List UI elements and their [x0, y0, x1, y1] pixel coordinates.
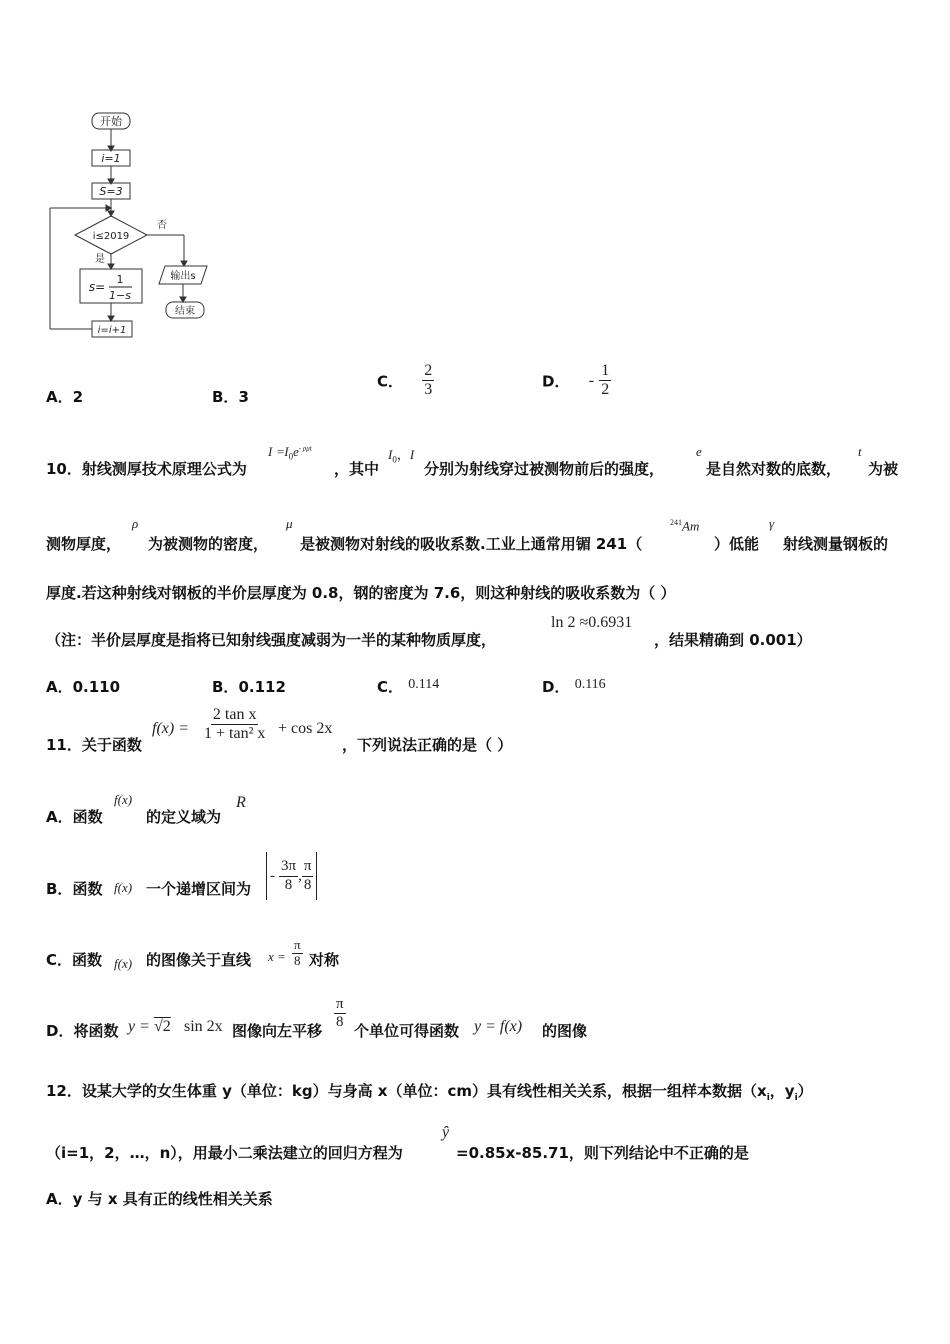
- q11-stem: [46, 706, 906, 756]
- q12-text-1b: ，y: [769, 1082, 795, 1100]
- q11-f-fraction: [202, 706, 267, 744]
- q11-c-text-2: 的图像关于直线: [146, 951, 252, 969]
- q10-d-value: 0.116: [574, 677, 606, 692]
- q11-c-d: 8: [294, 952, 301, 968]
- q10-text-9: ）低能: [714, 535, 760, 553]
- q10-text-5: 为被: [868, 460, 899, 478]
- flow-increment-text: i=i+1: [97, 325, 127, 336]
- q10-sym-t: t: [858, 444, 862, 459]
- q12-sub-2: i: [794, 1093, 798, 1103]
- q11-d-d: 8: [336, 1014, 344, 1031]
- q11-f-num: 2 tan x: [211, 706, 259, 725]
- q10-sym-I0: I: [388, 447, 393, 462]
- q12-line-2: [46, 1124, 906, 1164]
- q10-formula-I0-sub: 0: [288, 451, 294, 462]
- q11-a-text-1: 函数: [72, 808, 103, 826]
- q11-c-frac: [292, 938, 303, 969]
- q10-note-1: （注：半价层厚度是指将已知射线强度减弱为一半的某种物质厚度，: [46, 631, 497, 649]
- q9-d-fraction: [599, 362, 611, 400]
- q10-am-text: Am: [682, 518, 700, 534]
- q9-b-label: B．: [212, 388, 239, 406]
- q9-d-den: 2: [601, 381, 610, 399]
- q10-note-2: ，结果精确到 0.001）: [654, 631, 812, 649]
- flow-condition-text: i≤2019: [92, 231, 130, 242]
- q9-d-label: D．: [542, 372, 570, 391]
- q10-b-value: 0.112: [238, 678, 286, 696]
- q10-text-10: 射线测量钢板的: [783, 535, 889, 553]
- q9-d-num: 1: [599, 362, 611, 381]
- q10-option-c: [377, 676, 439, 697]
- q10-text-6: 测物厚度，: [46, 535, 122, 553]
- flow-start-text: 开始: [100, 115, 122, 128]
- q11-c-label: C．: [46, 951, 73, 969]
- q10-sym-gamma: γ: [769, 516, 775, 531]
- q9-c-den: 3: [424, 381, 433, 399]
- q11-option-a: [46, 790, 446, 830]
- q9-a-label: A．: [46, 388, 73, 406]
- q10-am: [670, 518, 699, 534]
- q11-b-frac-1: [279, 858, 298, 894]
- q12-sub-1: i: [766, 1093, 770, 1103]
- q10-sym-I: I: [409, 447, 415, 462]
- flow-assign-prefix: s=: [88, 280, 106, 294]
- q11-option-c: [46, 936, 446, 980]
- q11-c-text-1: 函数: [72, 951, 103, 969]
- q11-f-rest: + cos 2x: [278, 720, 333, 737]
- q12-yhat: ŷ: [442, 1124, 450, 1141]
- q9-option-c: [377, 362, 434, 400]
- q10-text-7: 为被测物的密度，: [148, 535, 269, 553]
- flow-init-i-text: i=1: [101, 152, 121, 165]
- q10-text-8: 是被测物对射线的吸收系数.工业上通常用镅 241（: [300, 535, 643, 553]
- q10-line-3: 厚度.若这种射线对钢板的半价层厚度为 0.8，钢的密度为 7.6，则这种射线的吸收系数为（ ）: [46, 584, 676, 602]
- q11-number: 11．: [46, 736, 82, 754]
- q10-number: 10．: [46, 460, 82, 478]
- q11-text-1: 关于函数: [81, 736, 142, 754]
- q10-sym-e: e: [696, 444, 702, 459]
- q12-text-3: =0.85x-85.71，则下列结论中不正确的是: [456, 1144, 749, 1162]
- q11-d-text-3: 个单位可得函数: [354, 1022, 460, 1040]
- q12-option-a: [46, 1188, 273, 1209]
- q9-c-label: C．: [377, 372, 404, 391]
- flowchart: [40, 108, 220, 343]
- q11-d-text-1: 将函数: [73, 1022, 119, 1040]
- q11-c-f: f(x): [114, 956, 133, 971]
- q10-b-label: B．: [212, 678, 239, 696]
- flow-no-label: 否: [157, 220, 167, 231]
- q11-b-d1: 8: [284, 876, 293, 893]
- q11-option-d: [46, 996, 686, 1044]
- q10-formula-I: I: [268, 444, 273, 459]
- q11-c-n: π: [294, 937, 301, 952]
- q9-option-d: [542, 362, 611, 400]
- q10-am-sup: 241: [670, 518, 682, 527]
- q10-note: [46, 612, 906, 652]
- q11-f-den: 1 + tan² x: [204, 725, 266, 743]
- q12-line-1: [46, 1080, 813, 1103]
- q11-a-f: f(x): [114, 792, 133, 807]
- q11-f-lhs: f(x) =: [152, 720, 189, 737]
- q10-sym-mu: μ: [286, 516, 293, 531]
- q11-d-yf: y = f(x): [474, 1018, 523, 1035]
- q10-sym-I0-sub: 0: [392, 454, 397, 465]
- flow-end-text: 结束: [175, 306, 195, 317]
- q10-option-d: [542, 676, 606, 697]
- q10-line-2: [46, 516, 906, 556]
- q10-option-a: [46, 676, 120, 697]
- q11-d-y: y =: [128, 1018, 150, 1035]
- q11-d-label: D．: [46, 1022, 74, 1040]
- flow-output-text: 输出s: [170, 271, 196, 282]
- q10-sym-I0-I: [388, 444, 414, 465]
- q11-b-d2: 8: [303, 876, 312, 893]
- q10-text-1: 射线测厚技术原理公式为: [81, 460, 247, 478]
- q11-d-text-2: 图像向左平移: [232, 1022, 323, 1040]
- q11-text-2: ，下列说法正确的是（ ）: [342, 736, 513, 754]
- q11-b-label: B．: [46, 880, 73, 898]
- q11-d-sqrt: √2: [154, 1018, 171, 1035]
- q10-formula: [268, 444, 312, 462]
- q11-b-comma: ,: [298, 867, 302, 884]
- q11-b-n1: 3π: [279, 858, 298, 876]
- q10-formula-e: e: [293, 444, 299, 459]
- q11-d-n: π: [334, 996, 346, 1014]
- q10-c-label: C．: [377, 678, 404, 696]
- q10-formula-eq: =: [276, 444, 285, 459]
- q10-text-3: 分别为射线穿过被测物前后的强度，: [424, 460, 665, 478]
- q11-b-n2: π: [302, 858, 314, 876]
- q12-a-text: y 与 x 具有正的线性相关关系: [72, 1190, 273, 1208]
- q10-sym-rho: ρ: [132, 516, 139, 531]
- q10-a-value: 0.110: [72, 678, 121, 696]
- q10-note-ln: ln 2 ≈0.6931: [551, 614, 633, 631]
- q10-line-1: [46, 444, 906, 484]
- q11-a-text-2: 的定义域为: [146, 808, 222, 826]
- q9-option-a: [46, 386, 83, 407]
- flow-assign-num: 1: [116, 273, 124, 286]
- q11-d-text-4: 的图像: [542, 1022, 588, 1040]
- q12-a-label: A．: [46, 1190, 73, 1208]
- q11-b-f: f(x): [114, 880, 133, 895]
- q10-sym-comma: ，: [396, 447, 410, 462]
- q9-c-fraction: [422, 362, 434, 400]
- q9-b-value: 3: [238, 388, 249, 406]
- q10-c-value: 0.114: [408, 677, 440, 692]
- q9-c-num: 2: [422, 362, 434, 381]
- q11-option-b: [46, 850, 446, 902]
- q11-d-sin: sin 2x: [184, 1018, 223, 1035]
- q10-a-label: A．: [46, 678, 73, 696]
- q10-formula-I0: I: [284, 444, 289, 459]
- q11-c-text-3: 对称: [309, 951, 340, 969]
- q11-a-label: A．: [46, 808, 73, 826]
- q11-b-minus: -: [270, 867, 275, 884]
- flow-init-s-text: S=3: [99, 185, 123, 198]
- q11-d-frac: [334, 996, 346, 1032]
- q11-a-R: R: [236, 794, 246, 811]
- q12-text-1: 设某大学的女生体重 y（单位：kg）与身高 x（单位：cm）具有线性相关关系，根据一组样本数据（x: [81, 1082, 767, 1100]
- q12-text-1c: ）: [797, 1082, 813, 1100]
- flow-assign-den: 1−s: [109, 289, 131, 302]
- q9-a-value: 2: [72, 388, 84, 406]
- q11-b-frac-2: [302, 858, 314, 894]
- q11-b-text-2: 一个递增区间为: [146, 880, 252, 898]
- flowchart-svg: [40, 108, 220, 343]
- q10-formula-exp: - ρμt: [298, 444, 312, 453]
- q11-b-text-1: 函数: [72, 880, 103, 898]
- q10-option-b: [212, 676, 286, 697]
- q10-text-4: 是自然对数的底数，: [706, 460, 842, 478]
- q11-b-interval: [266, 852, 317, 900]
- q10-d-label: D．: [542, 678, 570, 696]
- flow-yes-label: 是: [95, 254, 105, 265]
- q9-option-b: [212, 386, 249, 407]
- q12-text-2: （i=1，2，…，n），用最小二乘法建立的回归方程为: [46, 1144, 403, 1162]
- q12-number: 12．: [46, 1082, 82, 1100]
- q10-text-2: ，其中: [334, 460, 380, 478]
- q11-c-x: x =: [268, 949, 286, 964]
- q9-d-sign: -: [588, 371, 595, 389]
